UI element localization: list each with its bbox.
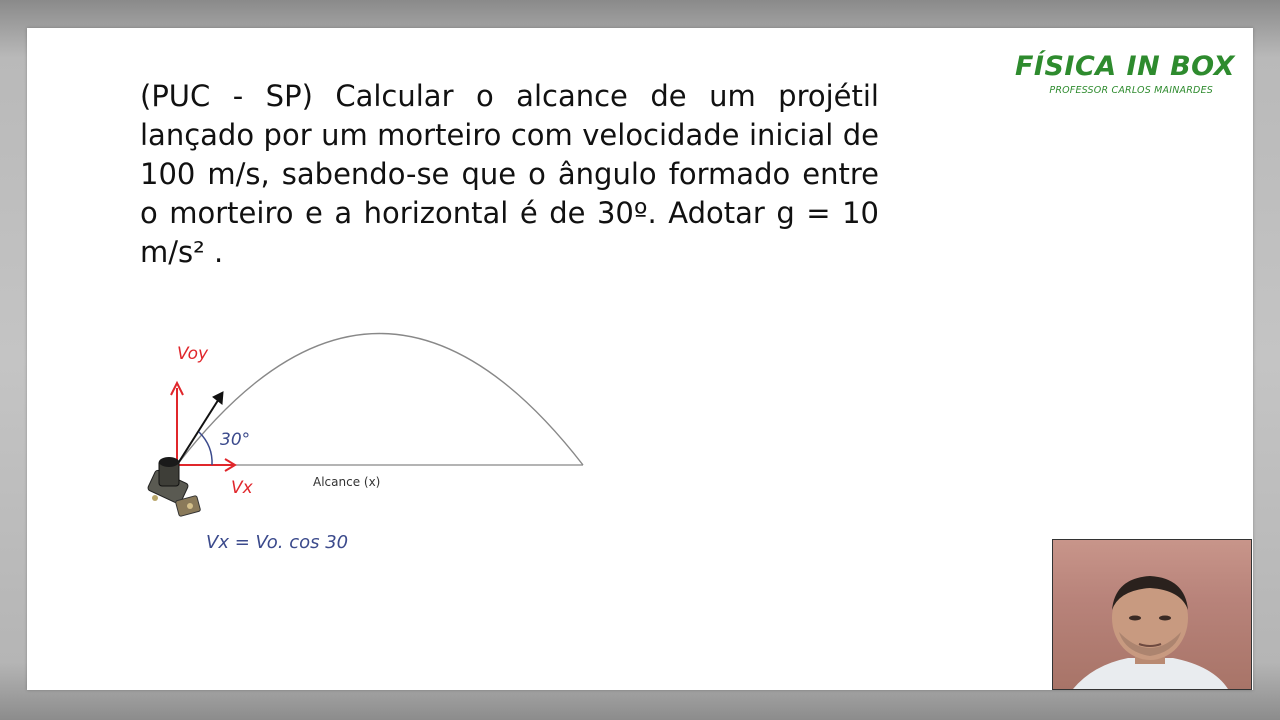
vo-arrow: [177, 392, 223, 465]
problem-statement: (PUC - SP) Calcular o alcance de um projétil lançado por um morteiro com velocidade inicial de 100 m/s, sabendo-se que o ângulo formado entre o morteiro e a horizontal é de 30º. Adotar g = 10 m/s² .: [140, 79, 879, 269]
voy-label: Voy: [177, 344, 209, 364]
brand-title: FÍSICA IN BOX: [1014, 51, 1235, 82]
brand-subtitle: PROFESSOR CARLOS MAINARDES: [1049, 85, 1213, 96]
presenter-webcam: [1052, 539, 1252, 690]
presenter-image: [1053, 540, 1251, 689]
voy-arrow: [171, 383, 183, 465]
vx-label: Vx: [231, 478, 253, 498]
vx-formula: Vx = Vo. cos 30: [206, 532, 349, 553]
angle-arc: [199, 432, 212, 465]
angle-label: 30°: [220, 430, 251, 450]
slide: [27, 28, 1253, 690]
range-label: Alcance (x): [313, 475, 381, 489]
vx-arrow: [177, 459, 235, 471]
